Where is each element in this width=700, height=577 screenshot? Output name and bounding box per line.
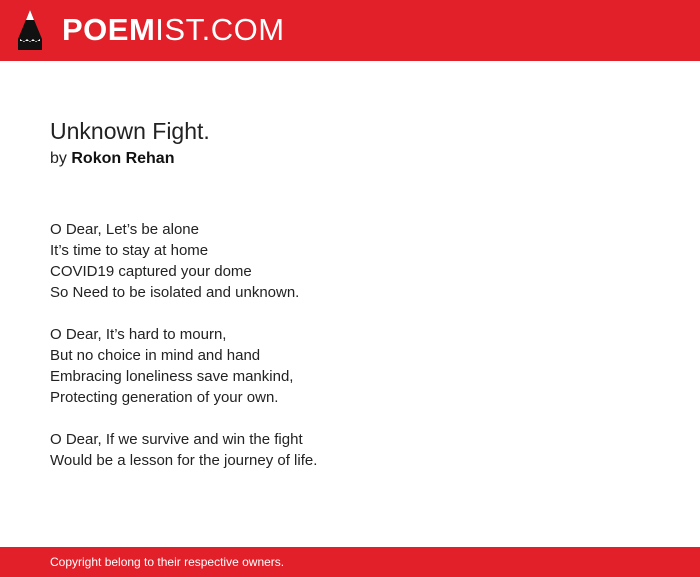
poem-line: O Dear, It’s hard to mourn, [50,326,227,343]
pencil-tip-icon[interactable] [17,9,43,51]
poem-byline [50,149,174,169]
site-footer [0,547,700,577]
site-header [0,0,700,61]
poem-line: COVID19 captured your dome [50,263,252,280]
poem-line: Embracing loneliness save mankind, [50,368,294,385]
poem-line: O Dear, If we survive and win the fight [50,431,303,448]
poem-body [50,219,650,492]
by-label: by [50,150,67,167]
stanza [50,219,650,303]
poem-line: But no choice in mind and hand [50,347,261,364]
poem-line: It’s time to stay at home [50,242,209,259]
poem-line: Would be a lesson for the journey of life. [50,452,318,469]
brand-name-light: IST.COM [155,12,285,47]
stanza [50,429,650,471]
author-name[interactable]: Rokon Rehan [71,150,175,167]
copyright-notice: Copyright belong to their respective owners. [50,555,285,569]
stanza [50,324,650,408]
poem-title: Unknown Fight. [50,118,210,144]
poem-line: O Dear, Let’s be alone [50,221,199,238]
brand-name-bold: POEM [62,12,156,47]
site-logo-link[interactable] [62,10,285,50]
poem-line: Protecting generation of your own. [50,389,279,406]
poem-line: So Need to be isolated and unknown. [50,284,300,301]
